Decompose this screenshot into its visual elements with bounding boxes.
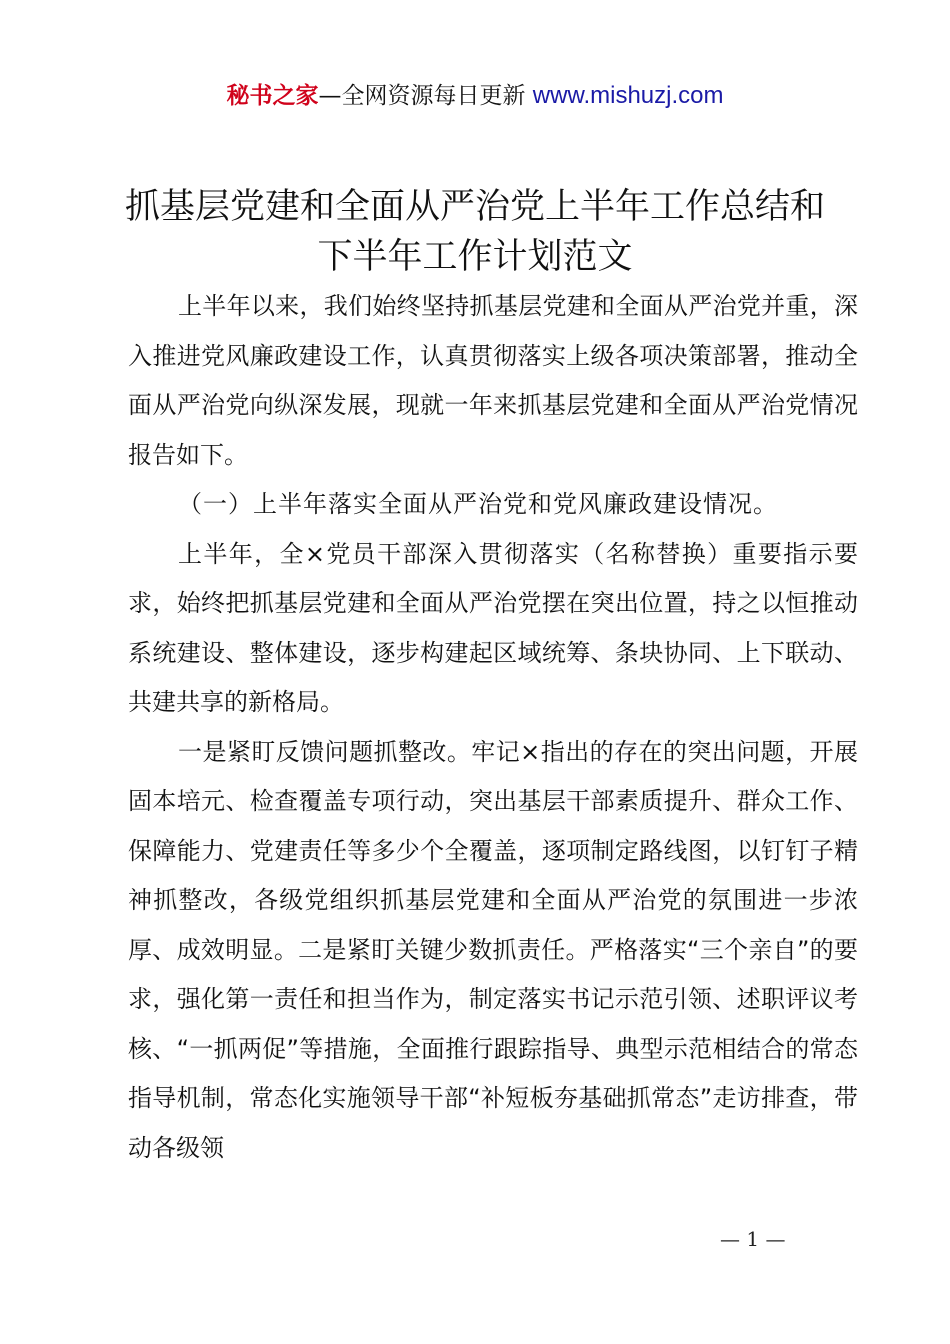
site-url-link[interactable]: www.mishuzj.com <box>532 82 724 109</box>
paragraph-overview: 上半年，全×党员干部深入贯彻落实（名称替换）重要指示要求，始终把抓基层党建和全面从严治党摆在突出位置，持之以恒推动系统建设、整体建设，逐步构建起区域统筹、条块协同、上下联动、共建共享的新格局。 <box>128 539 858 716</box>
document-body <box>128 282 858 1173</box>
page-number: — 1 — <box>720 1227 786 1251</box>
title-line-2: 下半年工作计划范文 <box>317 237 633 277</box>
header-tagline: —全网资源每日更新 <box>318 83 526 109</box>
site-header <box>0 80 950 112</box>
brand-name: 秘书之家 <box>226 83 319 109</box>
title-line-1: 抓基层党建和全面从严治党上半年工作总结和 <box>124 187 825 227</box>
paragraph-section-heading: （一）上半年落实全面从严治党和党风廉政建设情况。 <box>178 490 778 518</box>
paragraph-details: 一是紧盯反馈问题抓整改。牢记×指出的存在的突出问题，开展固本培元、检查覆盖专项行动，突出基层干部素质提升、群众工作、保障能力、党建责任等多少个全覆盖，逐项制定路线图，以钉钉子精神抓整改，各级党组织抓基层党建和全面从严治党的氛围进一步浓厚、成效明显。二是紧盯关键少数抓责任。严格落实“三个亲自”的要求，强化第一责任和担当作为，制定落实书记示范引领、述职评议考核、“一抓两促”等措施，全面推行跟踪指导、典型示范相结合的常态指导机制，常态化实施领导干部“补短板夯基础抓常态”走访排查，带动各级领 <box>128 737 858 1162</box>
paragraph-intro: 上半年以来，我们始终坚持抓基层党建和全面从严治党并重，深入推进党风廉政建设工作，认真贯彻落实上级各项决策部署，推动全面从严治党向纵深发展，现就一年来抓基层党建和全面从严治党情况报告如下。 <box>128 292 858 469</box>
document-title <box>80 182 870 282</box>
